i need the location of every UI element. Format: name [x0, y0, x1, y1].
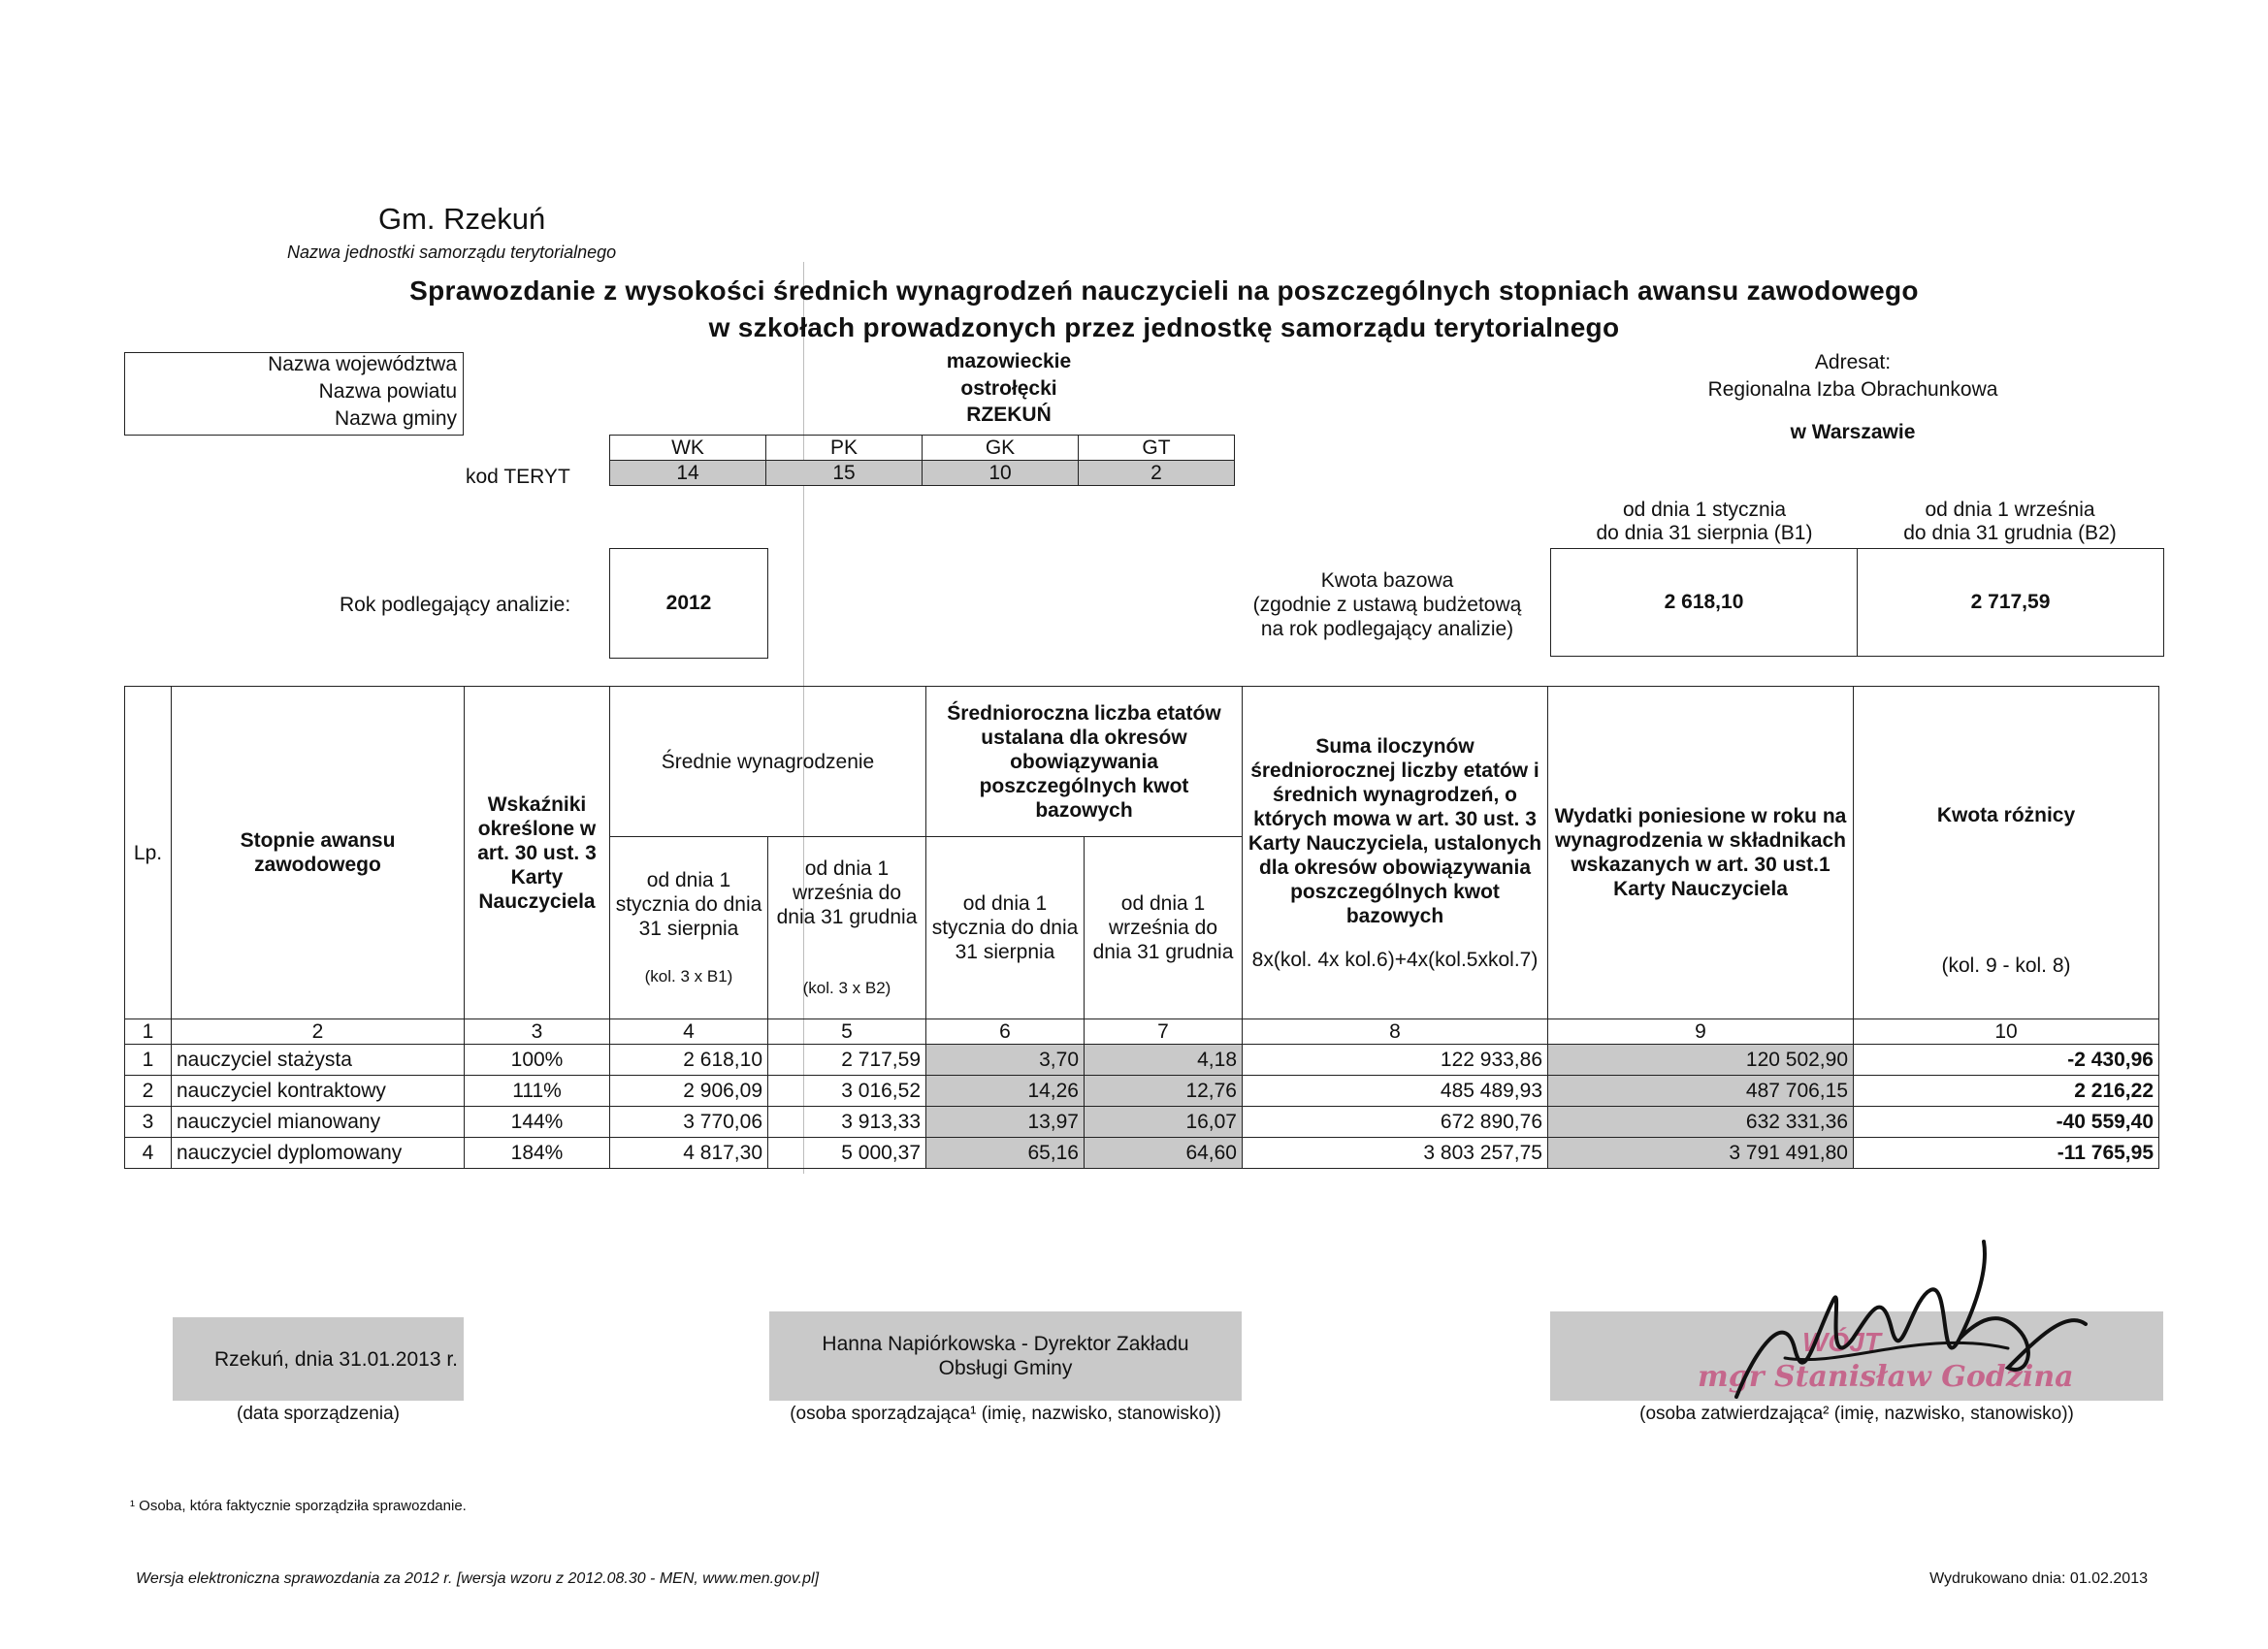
row-sr-b1: 2 618,10: [610, 1045, 768, 1076]
printed-date: Wydrukowano dnia: 01.02.2013: [1929, 1570, 2148, 1587]
row-suma: 672 890,76: [1243, 1107, 1548, 1138]
row-wskaznik: 144%: [465, 1107, 610, 1138]
addressee-name: Regionalna Izba Obrachunkowa: [1707, 378, 1998, 401]
district-label: Nazwa powiatu: [318, 380, 457, 403]
header-et-b1: od dnia 1 stycznia do dnia 31 sierpnia: [926, 837, 1085, 1019]
row-et-b2: 4,18: [1085, 1045, 1243, 1076]
preparer-line1: Hanna Napiórkowska - Dyrektor Zakładu: [822, 1333, 1189, 1355]
col-number: 3: [465, 1019, 610, 1045]
unit-name: Gm. Rzekuń: [378, 202, 546, 236]
row-suma: 122 933,86: [1243, 1045, 1548, 1076]
row-stopien: nauczyciel kontraktowy: [172, 1076, 465, 1107]
stamp-title: WÓJT: [1802, 1327, 1881, 1357]
stamp-name: mgr Stanisław Godzina: [1698, 1360, 2074, 1394]
table-row: [125, 1076, 2159, 1107]
row-et-b1: 3,70: [926, 1045, 1085, 1076]
table-row: [125, 1045, 2159, 1076]
teryt-header-gk: GK: [923, 436, 1079, 461]
period-b2-line1: od dnia 1 września: [1925, 499, 2095, 521]
row-et-b2: 12,76: [1085, 1076, 1243, 1107]
handwritten-signature: [1727, 1232, 2095, 1426]
row-sr-b1: 2 906,09: [610, 1076, 768, 1107]
row-wskaznik: 184%: [465, 1138, 610, 1169]
header-etaty: Średnioroczna liczba etatów ustalana dla okresów obowiązywania poszczególnych kwot bazowych: [926, 687, 1243, 837]
teryt-header-wk: WK: [610, 436, 766, 461]
col-number: 8: [1243, 1019, 1548, 1045]
header-suma: [1243, 687, 1548, 1019]
header-roznica-formula: (kol. 9 - kol. 8): [1941, 954, 2071, 977]
preparer-box: [769, 1311, 1242, 1401]
row-sr-b2: 5 000,37: [768, 1138, 926, 1169]
row-sr-b1: 4 817,30: [610, 1138, 768, 1169]
preparer-caption: (osoba sporządzająca¹ (imię, nazwisko, stanowisko)): [790, 1404, 1221, 1424]
row-et-b1: 13,97: [926, 1107, 1085, 1138]
date-box: Rzekuń, dnia 31.01.2013 r.: [173, 1317, 464, 1401]
row-lp: 1: [125, 1045, 172, 1076]
period-b1-header: [1549, 499, 1860, 545]
col-number: 10: [1854, 1019, 2159, 1045]
commune-label: Nazwa gminy: [334, 407, 457, 430]
admin-labels-box: [124, 352, 464, 436]
col-number: 7: [1085, 1019, 1243, 1045]
voivodeship-value: mazowieckie: [946, 350, 1072, 372]
base-amount-b1: 2 618,10: [1551, 549, 1858, 657]
header-sr-b1-formula: (kol. 3 x B1): [644, 966, 733, 986]
period-b1-line2: do dnia 31 sierpnia (B1): [1596, 522, 1813, 544]
header-roznica-text: Kwota różnicy: [1936, 804, 2076, 826]
col-number: 6: [926, 1019, 1085, 1045]
row-sr-b2: 2 717,59: [768, 1045, 926, 1076]
row-suma: 3 803 257,75: [1243, 1138, 1548, 1169]
row-wydatki: 120 502,90: [1548, 1045, 1854, 1076]
row-lp: 4: [125, 1138, 172, 1169]
row-et-b1: 14,26: [926, 1076, 1085, 1107]
district-value: ostrołęcki: [960, 377, 1057, 400]
row-roznica: -11 765,95: [1854, 1138, 2159, 1169]
header-sr-b2: [768, 837, 926, 1019]
row-stopien: nauczyciel dyplomowany: [172, 1138, 465, 1169]
year-value: 2012: [609, 548, 768, 659]
addressee-city: w Warszawie: [1790, 421, 1916, 443]
row-wydatki: 487 706,15: [1548, 1076, 1854, 1107]
row-suma: 485 489,93: [1243, 1076, 1548, 1107]
header-suma-formula: 8x(kol. 4x kol.6)+4x(kol.5xkol.7): [1251, 948, 1539, 971]
col-number: 2: [172, 1019, 465, 1045]
teryt-table: [609, 435, 1235, 486]
col-number: 5: [768, 1019, 926, 1045]
addressee-label: Adresat:: [1814, 351, 1892, 373]
base-amount-line3: na rok podlegający analizie): [1260, 618, 1514, 640]
row-wydatki: 3 791 491,80: [1548, 1138, 1854, 1169]
report-title-line2: w szkołach prowadzonych przez jednostkę samorządu terytorialnego: [708, 312, 1620, 342]
header-wydatki: Wydatki poniesione w roku na wynagrodzenia w składnikach wskazanych w art. 30 ust.1 Karty Nauczyciela: [1548, 687, 1854, 1019]
teryt-header-pk: PK: [766, 436, 923, 461]
period-b2-header: [1855, 499, 2165, 545]
period-b2-line2: do dnia 31 grudnia (B2): [1903, 522, 2117, 544]
teryt-value-gt: 2: [1079, 461, 1235, 486]
row-roznica: -40 559,40: [1854, 1107, 2159, 1138]
row-stopien: nauczyciel stażysta: [172, 1045, 465, 1076]
base-amount-line1: Kwota bazowa: [1320, 569, 1454, 592]
footnote: ¹ Osoba, która faktycznie sporządziła sprawozdanie.: [130, 1498, 467, 1514]
header-srednie: Średnie wynagrodzenie: [610, 687, 926, 837]
teryt-value-pk: 15: [766, 461, 923, 486]
voivodeship-label: Nazwa województwa: [268, 353, 457, 375]
teryt-value-gk: 10: [923, 461, 1079, 486]
header-lp: Lp.: [125, 687, 172, 1019]
period-b1-line1: od dnia 1 stycznia: [1622, 499, 1787, 521]
table-row: [125, 1138, 2159, 1169]
report-title-line1: Sprawozdanie z wysokości średnich wynagrodzeń nauczycieli na poszczególnych stopniach awansu zawodowego: [409, 275, 1919, 306]
version-note: Wersja elektroniczna sprawozdania za 2012 r. [wersja wzoru z 2012.08.30 - MEN, www.men.gov.pl]: [136, 1570, 820, 1587]
unit-name-caption: Nazwa jednostki samorządu terytorialnego: [287, 242, 617, 262]
teryt-value-wk: 14: [610, 461, 766, 486]
preparer-line2: Obsługi Gminy: [938, 1357, 1073, 1379]
header-sr-b2-formula: (kol. 3 x B2): [802, 978, 891, 997]
col-number: 9: [1548, 1019, 1854, 1045]
row-roznica: 2 216,22: [1854, 1076, 2159, 1107]
header-suma-text: Suma iloczynów średniorocznej liczby etatów i średnich wynagrodzeń, o których mowa w art. 30 ust. 3 Karty Nauczyciela, ustalonych dla okresów obowiązywania poszczególnych kwot bazowych: [1247, 734, 1542, 927]
header-sr-b1: [610, 837, 768, 1019]
salary-table: [124, 686, 2159, 1169]
header-sr-b2-text: od dnia 1 września do dnia 31 grudnia: [776, 857, 918, 928]
date-caption: (data sporządzenia): [237, 1404, 400, 1424]
base-amount-label: [1222, 568, 1552, 641]
header-stopnie: Stopnie awansu zawodowego: [172, 687, 465, 1019]
approver-caption: (osoba zatwierdzająca² (imię, nazwisko, stanowisko)): [1639, 1404, 2074, 1424]
table-row: [125, 1107, 2159, 1138]
row-wskaznik: 100%: [465, 1045, 610, 1076]
teryt-header-gt: GT: [1079, 436, 1235, 461]
col-number: 4: [610, 1019, 768, 1045]
base-amount-table: [1550, 548, 2164, 657]
teryt-label: kod TERYT: [466, 466, 570, 488]
row-sr-b1: 3 770,06: [610, 1107, 768, 1138]
row-et-b2: 64,60: [1085, 1138, 1243, 1169]
row-sr-b2: 3 016,52: [768, 1076, 926, 1107]
base-amount-b2: 2 717,59: [1858, 549, 2164, 657]
commune-value: RZEKUŃ: [966, 404, 1052, 426]
header-wskazniki: Wskaźniki określone w art. 30 ust. 3 Karty Nauczyciela: [465, 687, 610, 1019]
row-roznica: -2 430,96: [1854, 1045, 2159, 1076]
col-number: 1: [125, 1019, 172, 1045]
row-lp: 3: [125, 1107, 172, 1138]
year-label: Rok podlegający analizie:: [340, 594, 571, 616]
row-stopien: nauczyciel mianowany: [172, 1107, 465, 1138]
row-et-b2: 16,07: [1085, 1107, 1243, 1138]
row-lp: 2: [125, 1076, 172, 1107]
row-sr-b2: 3 913,33: [768, 1107, 926, 1138]
header-sr-b1-text: od dnia 1 stycznia do dnia 31 sierpnia: [615, 868, 762, 940]
base-amount-line2: (zgodnie z ustawą budżetową: [1252, 594, 1522, 616]
header-roznica: [1854, 687, 2159, 1019]
header-et-b2: od dnia 1 września do dnia 31 grudnia: [1085, 837, 1243, 1019]
row-et-b1: 65,16: [926, 1138, 1085, 1169]
row-wskaznik: 111%: [465, 1076, 610, 1107]
row-wydatki: 632 331,36: [1548, 1107, 1854, 1138]
